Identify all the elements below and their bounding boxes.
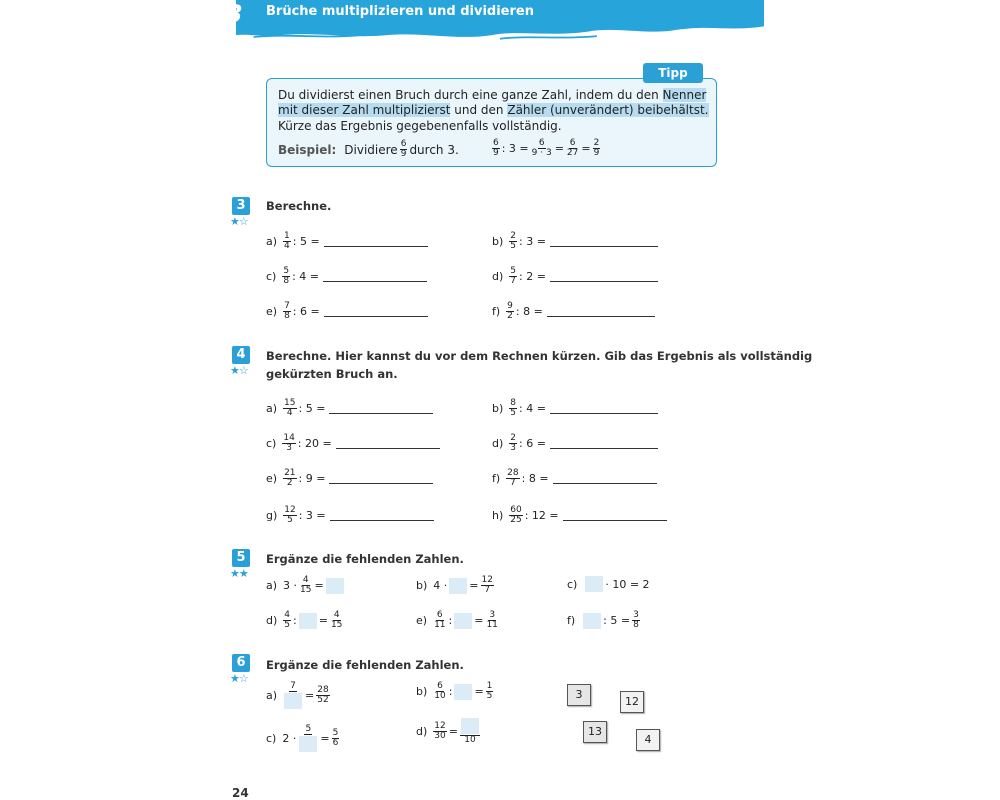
task-title: gekürzten Bruch an. xyxy=(266,367,398,381)
task-title: Berechne. xyxy=(266,199,332,213)
page-number: 24 xyxy=(232,786,249,800)
exercise-item: c) $\frac{14}{3}$ : 20 = xyxy=(266,434,440,453)
difficulty-stars-icon: ★☆ xyxy=(230,215,248,228)
tip-example xyxy=(278,140,459,159)
difficulty-stars-icon: ★★ xyxy=(230,567,248,580)
task-title: Ergänze die fehlenden Zahlen. xyxy=(266,552,464,566)
exercise-item: d) $\frac{12}{30}$ = 10 xyxy=(416,718,482,745)
task-number-badge: 4 xyxy=(232,346,250,364)
answer-line[interactable] xyxy=(324,306,428,317)
task-title: Berechne. Hier kannst du vor dem Rechnen kürzen. Gib das Ergebnis als vollständig xyxy=(266,349,813,363)
difficulty-stars-icon: ★☆ xyxy=(230,672,248,685)
tip-line-1 xyxy=(278,88,706,102)
answer-box[interactable] xyxy=(585,576,603,592)
answer-line[interactable] xyxy=(329,473,433,484)
answer-box[interactable] xyxy=(284,693,302,709)
exercise-item: c) $\frac{5}{8}$ : 4 = xyxy=(266,267,427,286)
exercise-item: g) $\frac{12}{5}$ : 3 = xyxy=(266,506,434,525)
exercise-item: f) $\frac{9}{2}$ : 8 = xyxy=(492,302,655,321)
answer-line[interactable] xyxy=(550,403,658,414)
answer-line[interactable] xyxy=(329,403,433,414)
exercise-item: c) 2 · 5 = $\frac{5}{6}$ xyxy=(266,725,341,752)
example-text: Dividiere xyxy=(344,142,398,157)
answer-box[interactable] xyxy=(454,684,472,700)
exercise-item: a) $\frac{1}{4}$ : 5 = xyxy=(266,232,428,251)
answer-box[interactable] xyxy=(583,613,601,629)
number-card[interactable]: 13 xyxy=(583,721,607,743)
answer-line[interactable] xyxy=(323,271,427,282)
exercise-item: b) $\frac{6}{10}$ : = $\frac{1}{5}$ xyxy=(416,681,493,701)
answer-box[interactable] xyxy=(326,578,344,594)
tip-text: und den xyxy=(450,103,508,117)
exercise-item: d) $\frac{2}{3}$ : 6 = xyxy=(492,434,658,453)
number-card[interactable]: 4 xyxy=(636,729,660,751)
exercise-item: f) : 5 = $\frac{3}{8}$ xyxy=(567,610,639,630)
answer-line[interactable] xyxy=(550,271,658,282)
answer-box[interactable] xyxy=(299,613,317,629)
answer-box[interactable] xyxy=(461,718,479,734)
answer-line[interactable] xyxy=(547,306,655,317)
tip-calculation: $\frac{6}{9}$ : 3 = $\frac{6}{9 \cdot 3}$ = $\frac{6}{27}$ = $\frac{2}{9}$ xyxy=(493,138,600,158)
task-number-badge: 6 xyxy=(232,654,250,672)
tip-highlight: Zähler (unverändert) beibehältst. xyxy=(507,103,709,117)
tip-line-3: Kürze das Ergebnis gegebenenfalls vollständig. xyxy=(278,119,562,133)
answer-box[interactable] xyxy=(299,736,317,752)
exercise-item: e) $\frac{6}{11}$ : = $\frac{3}{11}$ xyxy=(416,610,498,630)
exercise-item: b) $\frac{8}{5}$ : 4 = xyxy=(492,399,658,418)
chapter-number: 3 xyxy=(226,0,243,28)
answer-line[interactable] xyxy=(550,438,658,449)
answer-box[interactable] xyxy=(454,613,472,629)
tip-tab: Tipp xyxy=(643,63,703,83)
example-label: Beispiel: xyxy=(278,142,337,157)
example-text: durch 3. xyxy=(409,142,459,157)
answer-line[interactable] xyxy=(563,510,667,521)
answer-line[interactable] xyxy=(553,473,657,484)
chapter-title: Brüche multiplizieren und dividieren xyxy=(266,4,534,19)
exercise-item: a) $\frac{15}{4}$ : 5 = xyxy=(266,399,433,418)
tip-text: Du dividierst einen Bruch durch eine ganze Zahl, indem du den xyxy=(278,88,663,102)
task-number-badge: 3 xyxy=(232,197,250,215)
exercise-item: d) $\frac{4}{5}$ : = $\frac{4}{15}$ xyxy=(266,610,343,630)
exercise-item: b) 4 · = $\frac{12}{7}$ xyxy=(416,575,493,595)
answer-line[interactable] xyxy=(324,236,428,247)
exercise-item: a) 7 = $\frac{28}{52}$ xyxy=(266,682,332,709)
tip-line-2 xyxy=(278,103,709,117)
task-title: Ergänze die fehlenden Zahlen. xyxy=(266,658,464,672)
exercise-item: a) 3 · $\frac{4}{15}$ = xyxy=(266,576,346,595)
exercise-item: e) $\frac{21}{2}$ : 9 = xyxy=(266,469,433,488)
exercise-item: f) $\frac{28}{7}$ : 8 = xyxy=(492,469,657,488)
answer-box[interactable] xyxy=(449,578,467,594)
exercise-item: d) $\frac{5}{7}$ : 2 = xyxy=(492,267,658,286)
answer-line[interactable] xyxy=(330,510,434,521)
exercise-item: c) · 10 = 2 xyxy=(567,577,650,591)
exercise-item: h) $\frac{60}{25}$ : 12 = xyxy=(492,506,667,525)
answer-line[interactable] xyxy=(336,438,440,449)
number-card[interactable]: 12 xyxy=(620,691,644,713)
tip-highlight: Nenner xyxy=(662,88,707,102)
answer-line[interactable] xyxy=(550,236,658,247)
exercise-item: b) $\frac{2}{5}$ : 3 = xyxy=(492,232,658,251)
tip-highlight: mit dieser Zahl multiplizierst xyxy=(278,103,451,117)
number-card[interactable]: 3 xyxy=(567,684,591,706)
fraction: $\frac{6}{9}$ xyxy=(400,139,407,159)
difficulty-stars-icon: ★☆ xyxy=(230,364,248,377)
task-number-badge: 5 xyxy=(232,549,250,567)
exercise-item: e) $\frac{7}{8}$ : 6 = xyxy=(266,302,428,321)
